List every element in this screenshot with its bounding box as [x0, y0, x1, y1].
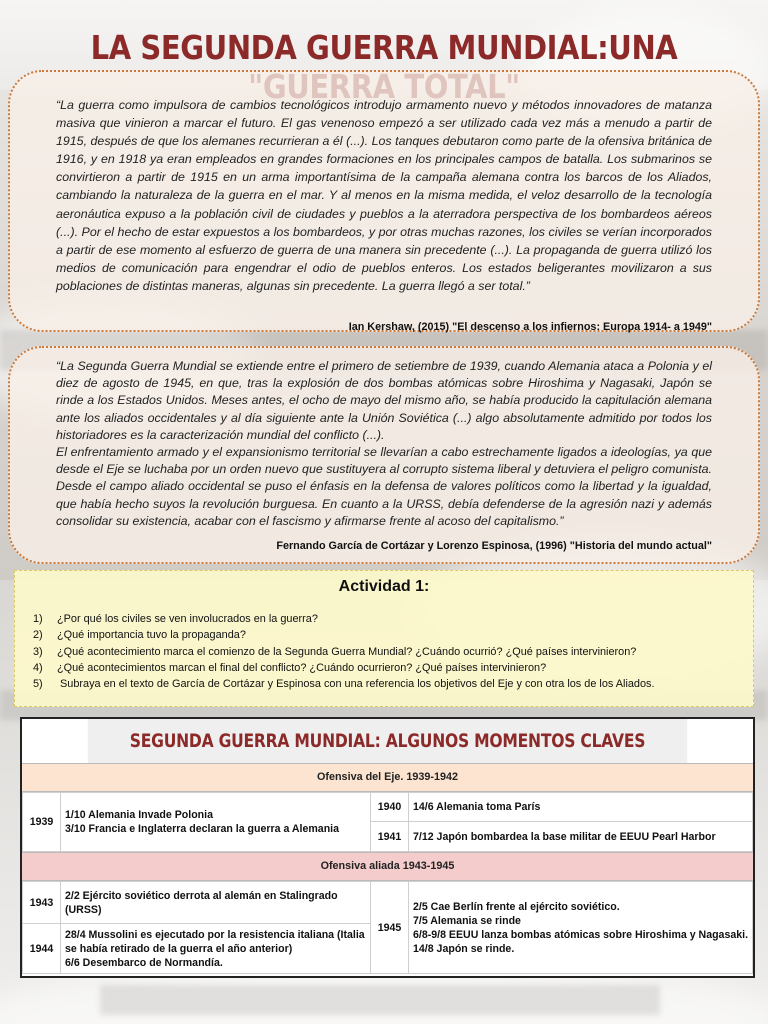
event-line: 1/10 Alemania Invade Polonia [65, 809, 213, 821]
kershaw-quote-box [8, 70, 760, 332]
page-title: LA SEGUNDA GUERRA MUNDIAL:UNA [90, 28, 678, 67]
cortazar-quote-text [56, 358, 712, 530]
cortazar-citation: Fernando García de Cortázar y Lorenzo Espinosa, (1996) "Historia del mundo actual" [276, 540, 712, 552]
question-item [33, 611, 655, 627]
year-cell: 1941 [371, 822, 409, 852]
phase2-table [22, 881, 753, 974]
event-line: 14/8 Japón se rinde. [413, 942, 515, 955]
question-item [33, 660, 655, 676]
event-cell: 7/12 Japón bombardea la base militar de EEUU Pearl Harbor [409, 822, 753, 852]
timeline-title: SEGUNDA GUERRA MUNDIAL: ALGUNOS MOMENTOS CLAVES [88, 719, 687, 763]
event-line: 6/6 Desembarco de Normandía. [65, 956, 223, 969]
event-cell [61, 793, 371, 852]
event-cell [61, 924, 371, 974]
cortazar-paragraph-2: El enfrentamiento armado y el expansionismo territorial se llevarían a cabo estrechamente ligados a ideologías, ya que desde el Eje se luchaba por un orden nuevo que sustituyera al corrupto sistema liberal y detuviera el peligro comunista. Desde el campo aliado occidental se puso el énfasis en la defensa de valores políticos como la libertad y la igualdad, que había hecho suyos la revolución burguesa. En cuanto a la URSS, debía defenderse de la agresión nazi y además consolidar su existencia, acabar con el fascismo y afirmarse frente al acoso del capitalismo.” [56, 445, 712, 528]
event-line: 2/5 Cae Berlín frente al ejército soviético. [413, 900, 620, 913]
cortazar-quote-box [8, 346, 760, 564]
event-cell [61, 882, 371, 924]
event-cell: 14/6 Alemania toma París [409, 793, 753, 822]
phase-axis-offensive: Ofensiva del Eje. 1939-1942 [22, 763, 753, 792]
question-item [33, 627, 655, 643]
question-text: ¿Qué acontecimiento marca el comienzo de la Segunda Guerra Mundial? ¿Cuándo ocurrió? ¿Qué países intervinieron? [57, 645, 637, 658]
question-text: ¿Qué acontecimientos marcan el final del conflicto? ¿Cuándo ocurrieron? ¿Qué países intervinieron? [57, 661, 547, 674]
question-number: 4) [33, 661, 43, 674]
question-number: 1) [33, 613, 43, 625]
year-cell: 1940 [371, 793, 409, 822]
year-cell: 1944 [23, 924, 61, 974]
kershaw-citation: Ian Kershaw, (2015) "El descenso a los infiernos: Europa 1914- a 1949" [348, 321, 712, 333]
question-number: 3) [33, 645, 43, 658]
activity-box [14, 570, 754, 707]
event-line: 2/2 Ejército soviético derrota al alemán en Stalingrado (URSS) [65, 889, 338, 916]
year-cell: 1939 [23, 793, 61, 852]
question-text: Subraya en el texto de García de Cortázar y Espinosa con una referencia los objetivos del Eje y con otra los de los Aliados. [57, 678, 655, 691]
question-item [33, 676, 655, 692]
event-line: 28/4 Mussolini es ejecutado por la resistencia italiana (Italia se había retirado de la guerra el año anterior) [65, 928, 365, 955]
event-line: 6/8-9/8 EEUU lanza bombas atómicas sobre Hiroshima y Nagasaki. [413, 928, 749, 941]
question-number: 5) [33, 678, 43, 691]
year-cell: 1945 [371, 882, 409, 974]
question-text: ¿Por qué los civiles se ven involucrados en la guerra? [57, 613, 318, 625]
kershaw-quote-text: “La guerra como impulsora de cambios tecnológicos introdujo armamento nuevo y métodos innovadores de matanza masiva que vinieron a marcar el futuro. El gas venenoso empezó a ser utilizado cada vez más a menudo a partir de 1915, después de que los alemanes recurrieran a él (...). Los tanques debutaron como parte de la ofensiva británica de 1916, y en 1918 ya eran empleados en grandes formaciones en los principales campos de batalla. Los submarinos se convirtieron a partir de 1915 en un arma importantísima de la campaña alemana contra los barcos de los Aliados, cambiando la naturaleza de la guerra en el mar. Y al menos en la misma medida, el veloz desarrollo de la tecnología aeronáutica expuso a la población civil de ciudades y pueblos a la aterradora perspectiva de los bombardeos aéreos (...). Por el hecho de estar expuestos a los bombardeos, y por otras muchas razones, los civiles se verían incorporados a partir de ese momento al esfuerzo de guerra de una manera sin precedente (...). La propaganda de guerra utilizó los medios de comunicación para engendrar el odio de pueblos enteros. Los estados beligerantes movilizaron a sus poblaciones de distintas maneras, algunas sin precedente. La guerra llegó a ser total.” [56, 98, 712, 293]
activity-questions [33, 611, 655, 692]
phase1-table [22, 792, 753, 852]
question-text: ¿Qué importancia tuvo la propaganda? [57, 629, 246, 642]
activity-title: Actividad 1: [338, 578, 430, 595]
question-item [33, 644, 655, 660]
timeline-table [20, 717, 755, 978]
event-line: 3/10 Francia e Inglaterra declaran la guerra a Alemania [65, 823, 339, 835]
event-cell [409, 882, 753, 974]
event-line: 7/5 Alemania se rinde [413, 914, 521, 927]
cortazar-paragraph-1: “La Segunda Guerra Mundial se extiende entre el primero de setiembre de 1939, cuando Alemania ataca a Polonia y el diez de agosto de 1945, en que, tras la explosión de dos bombas atómicas sobre Hiroshima y Nagasaki, Japón se rinde a los Estados Unidos. Meses antes, el ocho de mayo del mismo año, se había producido la capitulación alemana ante los aliados occidentales y al día siguiente ante la Unión Soviética (...) algo absolutamente admitido por todos los historiadores es la caracterización mundial del conflicto (...). [56, 359, 712, 442]
phase-allied-offensive: Ofensiva aliada 1943-1945 [22, 852, 753, 881]
question-number: 2) [33, 629, 43, 642]
year-cell: 1943 [23, 882, 61, 924]
